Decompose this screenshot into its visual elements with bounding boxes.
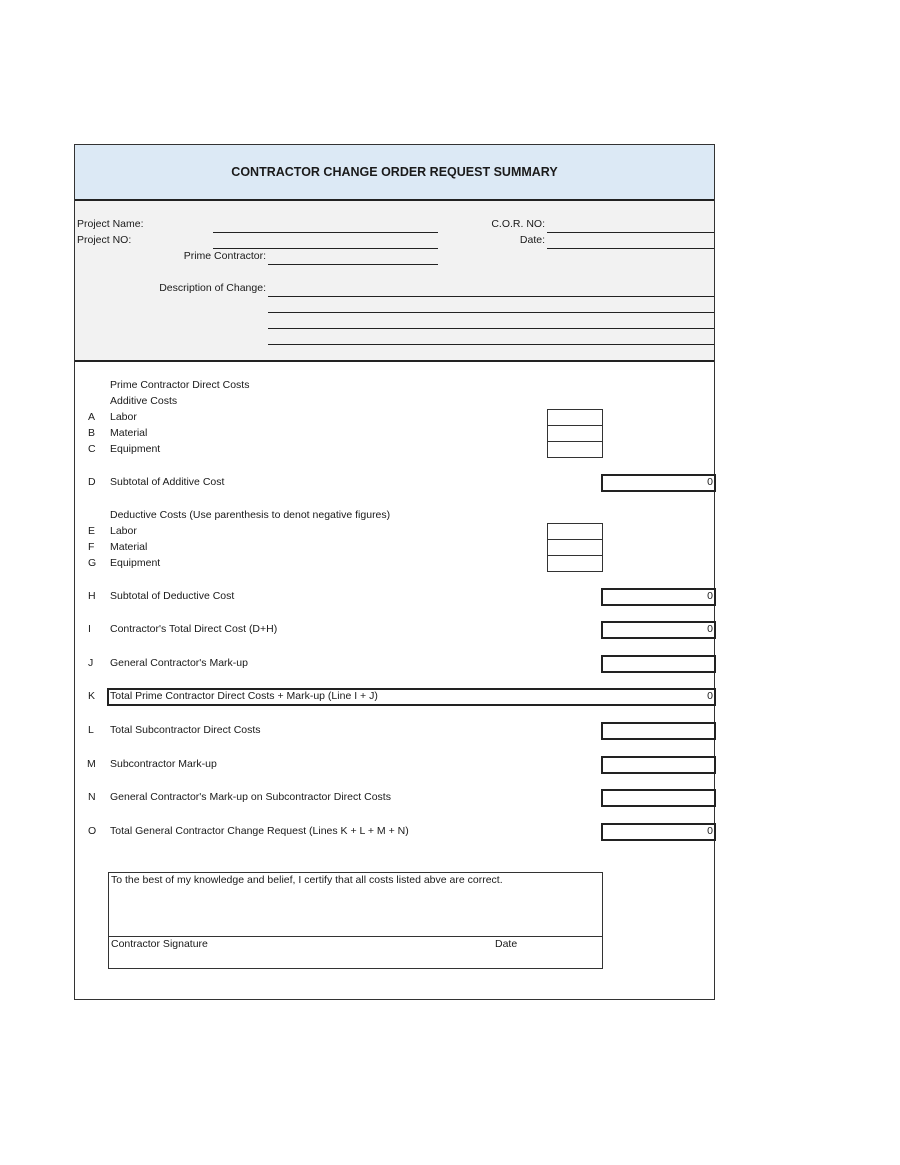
- line-value-m[interactable]: [601, 756, 716, 774]
- line-letter-j: J: [88, 657, 94, 669]
- line-label-g: Equipment: [110, 557, 161, 569]
- description-line-4[interactable]: [268, 344, 714, 345]
- line-value-g[interactable]: [547, 555, 603, 572]
- divider: [75, 360, 714, 362]
- project-no-field[interactable]: [213, 248, 438, 249]
- project-no-label: Project NO:: [77, 234, 132, 246]
- line-value-d[interactable]: 0: [601, 474, 716, 492]
- line-letter-l: L: [88, 724, 94, 736]
- project-name-field[interactable]: [213, 232, 438, 233]
- line-label-i: Contractor's Total Direct Cost (D+H): [110, 623, 278, 635]
- line-label-m: Subcontractor Mark-up: [110, 758, 217, 770]
- line-label-f: Material: [110, 541, 148, 553]
- description-line-1[interactable]: [268, 296, 714, 297]
- prime-direct-costs-heading: Prime Contractor Direct Costs: [110, 379, 250, 391]
- line-value-j[interactable]: [601, 655, 716, 673]
- line-value-c[interactable]: [547, 441, 603, 458]
- additive-costs-heading: Additive Costs: [110, 395, 178, 407]
- line-value-n[interactable]: [601, 789, 716, 807]
- line-letter-m: M: [87, 758, 96, 770]
- cor-no-field[interactable]: [547, 232, 714, 233]
- prime-contractor-field[interactable]: [268, 264, 438, 265]
- divider: [108, 936, 603, 937]
- line-value-l[interactable]: [601, 722, 716, 740]
- line-label-j: General Contractor's Mark-up: [110, 657, 248, 669]
- line-label-o: Total General Contractor Change Request (Lines K + L + M + N): [110, 825, 409, 837]
- line-value-k[interactable]: 0: [707, 690, 713, 702]
- line-label-a: Labor: [110, 411, 137, 423]
- line-letter-d: D: [88, 476, 96, 488]
- prime-contractor-label: Prime Contractor:: [183, 250, 266, 262]
- signature-date-field[interactable]: [490, 952, 602, 968]
- line-value-h[interactable]: 0: [601, 588, 716, 606]
- description-line-2[interactable]: [268, 312, 714, 313]
- line-letter-e: E: [88, 525, 96, 537]
- line-label-d: Subtotal of Additive Cost: [110, 476, 225, 488]
- line-label-n: General Contractor's Mark-up on Subcontractor Direct Costs: [110, 791, 391, 803]
- project-name-label: Project Name:: [77, 218, 144, 230]
- deductive-costs-heading: Deductive Costs (Use parenthesis to denot negative figures): [110, 509, 391, 521]
- line-letter-n: N: [88, 791, 96, 803]
- line-letter-b: B: [88, 427, 96, 439]
- form-title: CONTRACTOR CHANGE ORDER REQUEST SUMMARY: [231, 165, 558, 179]
- line-letter-c: C: [88, 443, 96, 455]
- line-value-o[interactable]: 0: [601, 823, 716, 841]
- line-value-b[interactable]: [547, 425, 603, 442]
- line-letter-i: I: [88, 623, 91, 635]
- cor-no-label: C.O.R. NO:: [491, 218, 545, 230]
- line-label-c: Equipment: [110, 443, 161, 455]
- line-label-l: Total Subcontractor Direct Costs: [110, 724, 261, 736]
- line-value-e[interactable]: [547, 523, 603, 540]
- line-label-k: Total Prime Contractor Direct Costs + Mark-up (Line I + J): [110, 690, 378, 702]
- description-line-3[interactable]: [268, 328, 714, 329]
- signature-date-label: Date: [495, 938, 518, 950]
- line-value-a[interactable]: [547, 409, 603, 426]
- line-letter-a: A: [88, 411, 96, 423]
- line-label-b: Material: [110, 427, 148, 439]
- date-field[interactable]: [547, 248, 714, 249]
- line-letter-g: G: [88, 557, 97, 569]
- line-letter-o: O: [88, 825, 97, 837]
- contractor-signature-field[interactable]: [108, 952, 488, 968]
- line-letter-k: K: [88, 690, 96, 702]
- certification-statement: To the best of my knowledge and belief, I certify that all costs listed abve are correct.: [111, 874, 503, 886]
- project-info-section: [75, 201, 714, 360]
- line-letter-f: F: [88, 541, 95, 553]
- line-label-e: Labor: [110, 525, 137, 537]
- line-value-i[interactable]: 0: [601, 621, 716, 639]
- date-label: Date:: [519, 234, 545, 246]
- line-letter-h: H: [88, 590, 96, 602]
- contractor-signature-label: Contractor Signature: [111, 938, 208, 950]
- line-value-f[interactable]: [547, 539, 603, 556]
- description-label: Description of Change:: [159, 282, 266, 294]
- line-label-h: Subtotal of Deductive Cost: [110, 590, 235, 602]
